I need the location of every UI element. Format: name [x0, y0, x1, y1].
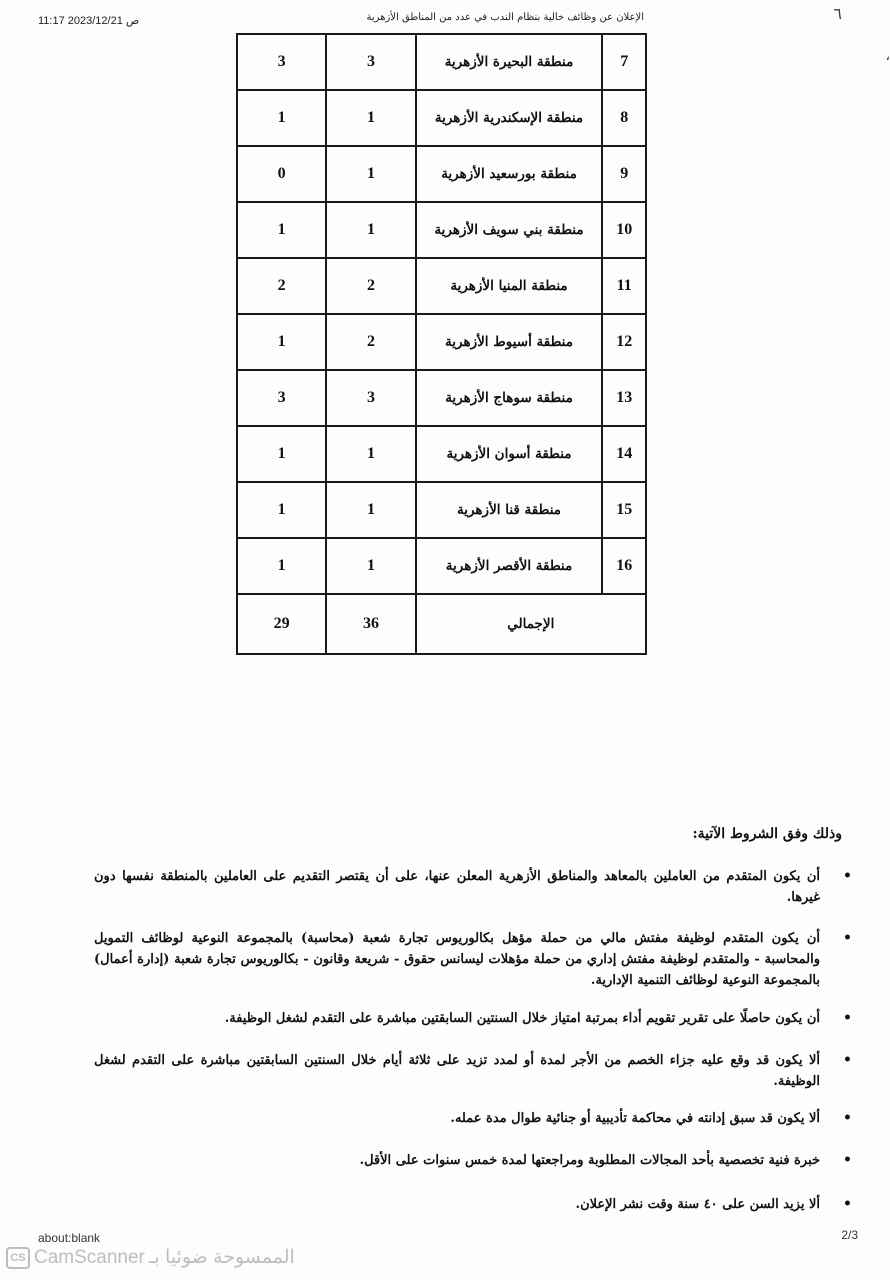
conditions-title: وذلك وفق الشروط الآتية:	[692, 826, 842, 842]
total-row	[237, 594, 646, 654]
watermark-text: الممسوحة ضوئيا بـ	[148, 1247, 295, 1268]
table-row	[237, 146, 646, 202]
region-name-cell: منطقة أسيوط الأزهرية	[416, 314, 603, 370]
value-cell: 1	[237, 90, 326, 146]
total-value-cell: 36	[326, 594, 415, 654]
region-name-cell: منطقة بني سويف الأزهرية	[416, 202, 603, 258]
value-cell: 3	[237, 370, 326, 426]
condition-item: • أن يكون المتقدم من العاملين بالمعاهد والمناطق الأزهرية المعلن عنها، على أن يقتصر التقديم على العاملين بالمنطقة نفسها دون غيرها.	[94, 866, 852, 928]
region-name-cell: منطقة المنيا الأزهرية	[416, 258, 603, 314]
value-cell: 1	[326, 538, 415, 594]
row-number-cell: 7	[602, 34, 646, 90]
print-datetime: 11:17 2023/12/21 ص	[38, 15, 140, 27]
table-row	[237, 370, 646, 426]
region-name-cell: منطقة سوهاج الأزهرية	[416, 370, 603, 426]
region-name-cell: منطقة البحيرة الأزهرية	[416, 34, 603, 90]
row-number-cell: 12	[602, 314, 646, 370]
value-cell: 1	[326, 90, 415, 146]
region-name-cell: منطقة بورسعيد الأزهرية	[416, 146, 603, 202]
row-number-cell: 13	[602, 370, 646, 426]
row-number-cell: 10	[602, 202, 646, 258]
condition-item: • ألا يكون قد وقع عليه جزاء الخصم من الأجر لمدة أو لمدد تزيد على ثلاثة أيام خلال السنتين السابقتين مباشرة على التقدم لشغل الوظيفة.	[94, 1050, 852, 1108]
value-cell: 1	[237, 538, 326, 594]
value-cell: 2	[237, 258, 326, 314]
value-cell: 1	[237, 202, 326, 258]
table-row	[237, 90, 646, 146]
table-row	[237, 34, 646, 90]
condition-item: • أن يكون المتقدم لوظيفة مفتش مالي من حملة مؤهل بكالوريوس تجارة شعبة (محاسبة) بالمجموعة النوعية لوظائف التمويل والمحاسبة - والمتقدم لوظيفة مفتش إداري من حملة مؤهلات ليسانس حقوق - شريعة وقانون - بكالوريوس تجارة شعبة (إدارة أعمال) بالمجموعة النوعية لوظائف التنمية الإدارية.	[94, 928, 852, 1008]
table-row	[237, 426, 646, 482]
handwritten-mark: ٦	[833, 4, 842, 23]
value-cell: 0	[237, 146, 326, 202]
table-row	[237, 538, 646, 594]
row-number-cell: 14	[602, 426, 646, 482]
table-row	[237, 202, 646, 258]
vacancy-distribution-table	[236, 33, 647, 655]
value-cell: 1	[326, 482, 415, 538]
value-cell: 3	[326, 34, 415, 90]
row-number-cell: 11	[602, 258, 646, 314]
condition-item: • ألا يزيد السن على ٤٠ سنة وقت نشر الإعلان.	[94, 1194, 852, 1224]
value-cell: 1	[237, 482, 326, 538]
condition-item: • ألا يكون قد سبق إدانته في محاكمة تأديبية أو جنائية طوال مدة عمله.	[94, 1108, 852, 1150]
condition-item: • خبرة فنية تخصصية بأحد المجالات المطلوبة ومراجعتها لمدة خمس سنوات على الأقل.	[94, 1150, 852, 1194]
value-cell: 2	[326, 314, 415, 370]
table-row	[237, 482, 646, 538]
row-number-cell: 8	[602, 90, 646, 146]
value-cell: 1	[237, 426, 326, 482]
footer-url: about:blank	[38, 1231, 101, 1245]
value-cell: 3	[326, 370, 415, 426]
region-name-cell: منطقة أسوان الأزهرية	[416, 426, 603, 482]
edge-mark: ،	[885, 48, 890, 64]
page-number: 2/3	[841, 1228, 858, 1242]
row-number-cell: 16	[602, 538, 646, 594]
value-cell: 1	[326, 202, 415, 258]
region-name-cell: منطقة الأقصر الأزهرية	[416, 538, 603, 594]
camscanner-logo-icon: CS	[6, 1247, 30, 1269]
total-value-cell: 29	[237, 594, 326, 654]
value-cell: 3	[237, 34, 326, 90]
region-name-cell: منطقة قنا الأزهرية	[416, 482, 603, 538]
camscanner-watermark	[6, 1246, 295, 1269]
table-row	[237, 258, 646, 314]
value-cell: 1	[237, 314, 326, 370]
print-document-title: الإعلان عن وظائف خالية بنظام الندب في عدد من المناطق الأزهرية	[366, 12, 644, 23]
table-row	[237, 314, 646, 370]
total-label-cell: الإجمالي	[416, 594, 646, 654]
table-body	[237, 34, 646, 654]
conditions-list	[94, 866, 852, 1224]
value-cell: 1	[326, 426, 415, 482]
watermark-brand: CamScanner	[34, 1246, 145, 1268]
row-number-cell: 9	[602, 146, 646, 202]
region-name-cell: منطقة الإسكندرية الأزهرية	[416, 90, 603, 146]
value-cell: 1	[326, 146, 415, 202]
row-number-cell: 15	[602, 482, 646, 538]
value-cell: 2	[326, 258, 415, 314]
condition-item: • أن يكون حاصلًا على تقرير تقويم أداء بمرتبة امتياز خلال السنتين السابقتين مباشرة على التقدم لشغل الوظيفة.	[94, 1008, 852, 1050]
